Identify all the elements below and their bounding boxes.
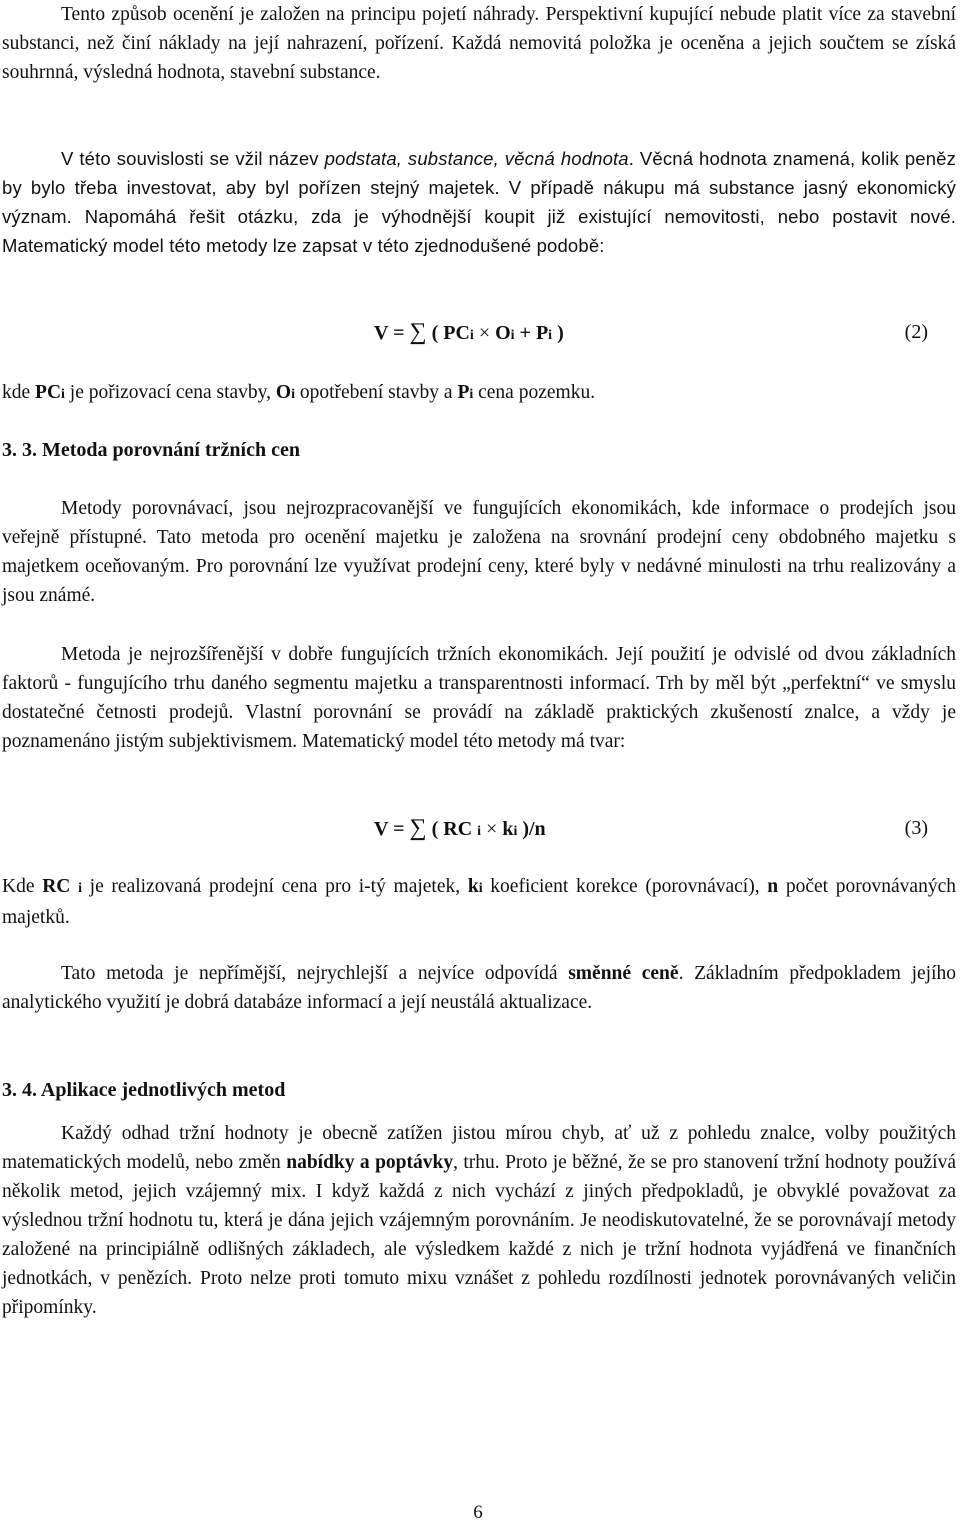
section-heading-3-3: 3. 3. Metoda porovnání tržních cen (2, 439, 300, 461)
formula-3-number: (3) (904, 817, 928, 839)
formula-3-expression: V = ∑ ( RC i × ki )/n (374, 815, 546, 841)
page-number: 6 (473, 1502, 483, 1523)
paragraph-comparison-methods: Metody porovnávací, jsou nejrozpracovanější ve fungujících ekonomikách, kde informace o prodejích jsou veřejně přístupné. Tato metoda pro ocenění majetku je založena na srovnání prodejní ceny obdobného majetku s majetkem oceňovaným. Pro porovnání lze využívat prodejní ceny, které byly v nedávné minulosti na trhu realizovány a jsou známé. (2, 498, 956, 606)
paragraph-market-method: Metoda je nejrozšířenější v dobře fungujících tržních ekonomikách. Její použití je odvislé od dvou základních faktorů - fungujícího trhu daného segmentu majetku a transparentnosti informací. Trh by měl být „perfektní“ ve smyslu dostatečné četnosti prodejů. Vlastní porovnání se provádí na základě praktických zkušeností znalce, a vždy je poznamenáno jistým subjektivismem. Matematický model této metody má tvar: (2, 644, 956, 752)
paragraph-methods-application: Každý odhad tržní hodnoty je obecně zatížen jistou mírou chyb, ať už z pohledu znalce, volby použitých matematických modelů, nebo změn nabídky a poptávky, trhu. Proto je běžné, že se pro stanovení tržní hodnoty používá několik metod, jejich vzájemný mix. I když každá z nich vychází z jiných předpokladů, je obvyklé považovat za výslednou tržní hodnotu tu, která je dána jejich vzájemným porovnáním. Je neodiskutovatelné, že se porovnávají metody založené na principiálně odlišných základech, ale výsledkem každé z nich je tržní hodnota vyjádřená ve finančních jednotkách, v penězích. Proto nelze proti tomuto mixu vznášet z pohledu rozdílnosti jednotek porovnávaných veličin připomínky. (2, 1123, 956, 1318)
paragraph-substance-value: V této souvislosti se vžil název podstata, substance, věcná hodnota. Věcná hodnota znamená, kolik peněz by bylo třeba investovat, aby byl pořízen stejný majetek. V případě nákupu má substance jasný ekonomický význam. Napomáhá řešit otázku, zda je výhodnější koupit již existující nemovitosti, nebo postavit nové. Matematický model této metody lze zapsat v této zjednodušené podobě: (2, 148, 956, 256)
paragraph-formula-3-legend: Kde RC i je realizovaná prodejní cena pro i-tý majetek, ki koeficient korekce (porovnávací), n počet porovnávaných majetků. (2, 876, 956, 928)
sum-symbol: ∑ (409, 815, 427, 841)
paragraph-replacement-principle: Tento způsob ocenění je založen na principu pojetí náhrady. Perspektivní kupující nebude platit více za stavební substanci, než činí náklady na její nahrazení, pořízení. Každá nemovitá položka je oceněna a jejich součtem se získá souhrnná, výsledná hodnota, stavební substance. (2, 4, 956, 83)
formula-2 (2, 318, 956, 348)
formula-2-number: (2) (904, 321, 928, 343)
formula-3 (2, 814, 956, 844)
paragraph-formula-2-legend: kde PCi je pořizovací cena stavby, Oi opotřebení stavby a Pi cena pozemku. (2, 382, 596, 403)
section-heading-3-4: 3. 4. Aplikace jednotlivých metod (2, 1079, 286, 1101)
sum-symbol: ∑ (409, 319, 427, 345)
formula-2-expression: V = ∑ ( PCi × Oi + Pi ) (374, 319, 564, 345)
paragraph-exchange-price: Tato metoda je nepřímější, nejrychlejší a nejvíce odpovídá směnné ceně. Základním předpokladem jejího analytického využití je dobrá databáze informací a její neustálá aktualizace. (2, 963, 956, 1013)
